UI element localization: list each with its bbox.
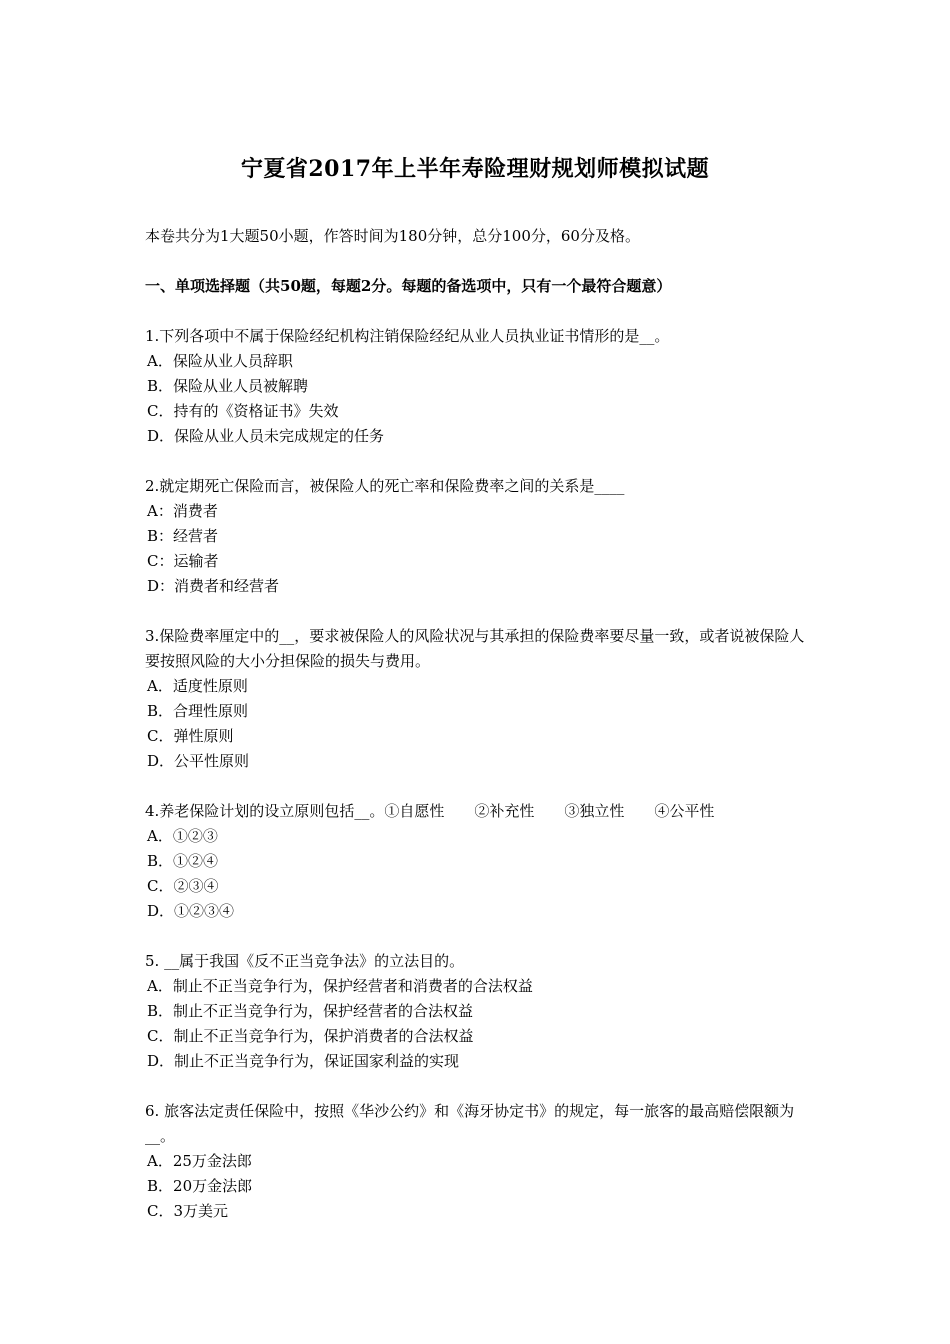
option-c: C．弹性原则 <box>147 727 234 745</box>
option-a: A．①②③ <box>147 827 218 845</box>
option-a: A．适度性原则 <box>147 677 248 695</box>
option-d: D：消费者和经营者 <box>147 577 280 595</box>
option-b: B：经营者 <box>147 527 219 545</box>
option-a: A．25万金法郎 <box>147 1152 252 1170</box>
question-4 <box>145 799 815 924</box>
section-heading: 一、单项选择题（共50题，每题2分。每题的备选项中，只有一个最符合题意） <box>145 277 672 295</box>
option-c: C．持有的《资格证书》失效 <box>147 402 339 420</box>
option-d: D．保险从业人员未完成规定的任务 <box>147 427 385 445</box>
question-stem: 4.养老保险计划的设立原则包括__。①自愿性 ②补充性 ③独立性 ④公平性 <box>145 802 715 820</box>
option-c: C．3万美元 <box>147 1202 229 1220</box>
option-c: C：运输者 <box>147 552 219 570</box>
option-a: A．保险从业人员辞职 <box>147 352 293 370</box>
document-title: 宁夏省2017年上半年寿险理财规划师模拟试题 <box>240 156 710 182</box>
question-stem: 1.下列各项中不属于保险经纪机构注销保险经纪从业人员执业证书情形的是__。 <box>145 327 670 345</box>
option-c: C．制止不正当竞争行为，保护消费者的合法权益 <box>147 1027 474 1045</box>
option-d: D．公平性原则 <box>147 752 250 770</box>
option-a: A：消费者 <box>147 502 218 520</box>
question-stem: 2.就定期死亡保险而言，被保险人的死亡率和保险费率之间的关系是____ <box>145 477 625 495</box>
question-6 <box>145 1099 815 1224</box>
option-a: A．制止不正当竞争行为，保护经营者和消费者的合法权益 <box>147 977 533 995</box>
option-b: B．20万金法郎 <box>147 1177 253 1195</box>
exam-intro: 本卷共分为1大题50小题，作答时间为180分钟，总分100分，60分及格。 <box>145 227 640 245</box>
option-b: B．保险从业人员被解聘 <box>147 377 309 395</box>
question-1 <box>145 324 815 449</box>
option-b: B．制止不正当竞争行为，保护经营者的合法权益 <box>147 1002 474 1020</box>
question-stem: 3.保险费率厘定中的__，要求被保险人的风险状况与其承担的保险费率要尽量一致，或者说被保险人要按照风险的大小分担保险的损失与费用。 <box>145 627 805 670</box>
question-5 <box>145 949 815 1074</box>
option-c: C．②③④ <box>147 877 219 895</box>
option-b: B．①②④ <box>147 852 219 870</box>
question-3 <box>145 624 815 774</box>
question-2 <box>145 474 815 599</box>
option-b: B．合理性原则 <box>147 702 249 720</box>
option-d: D．①②③④ <box>147 902 235 920</box>
option-d: D．制止不正当竞争行为，保证国家利益的实现 <box>147 1052 460 1070</box>
question-stem: 5. __属于我国《反不正当竞争法》的立法目的。 <box>145 952 465 970</box>
document-body <box>145 224 815 1249</box>
question-stem: 6. 旅客法定责任保险中，按照《华沙公约》和《海牙协定书》的规定，每一旅客的最高赔偿限额为__。 <box>145 1102 795 1145</box>
